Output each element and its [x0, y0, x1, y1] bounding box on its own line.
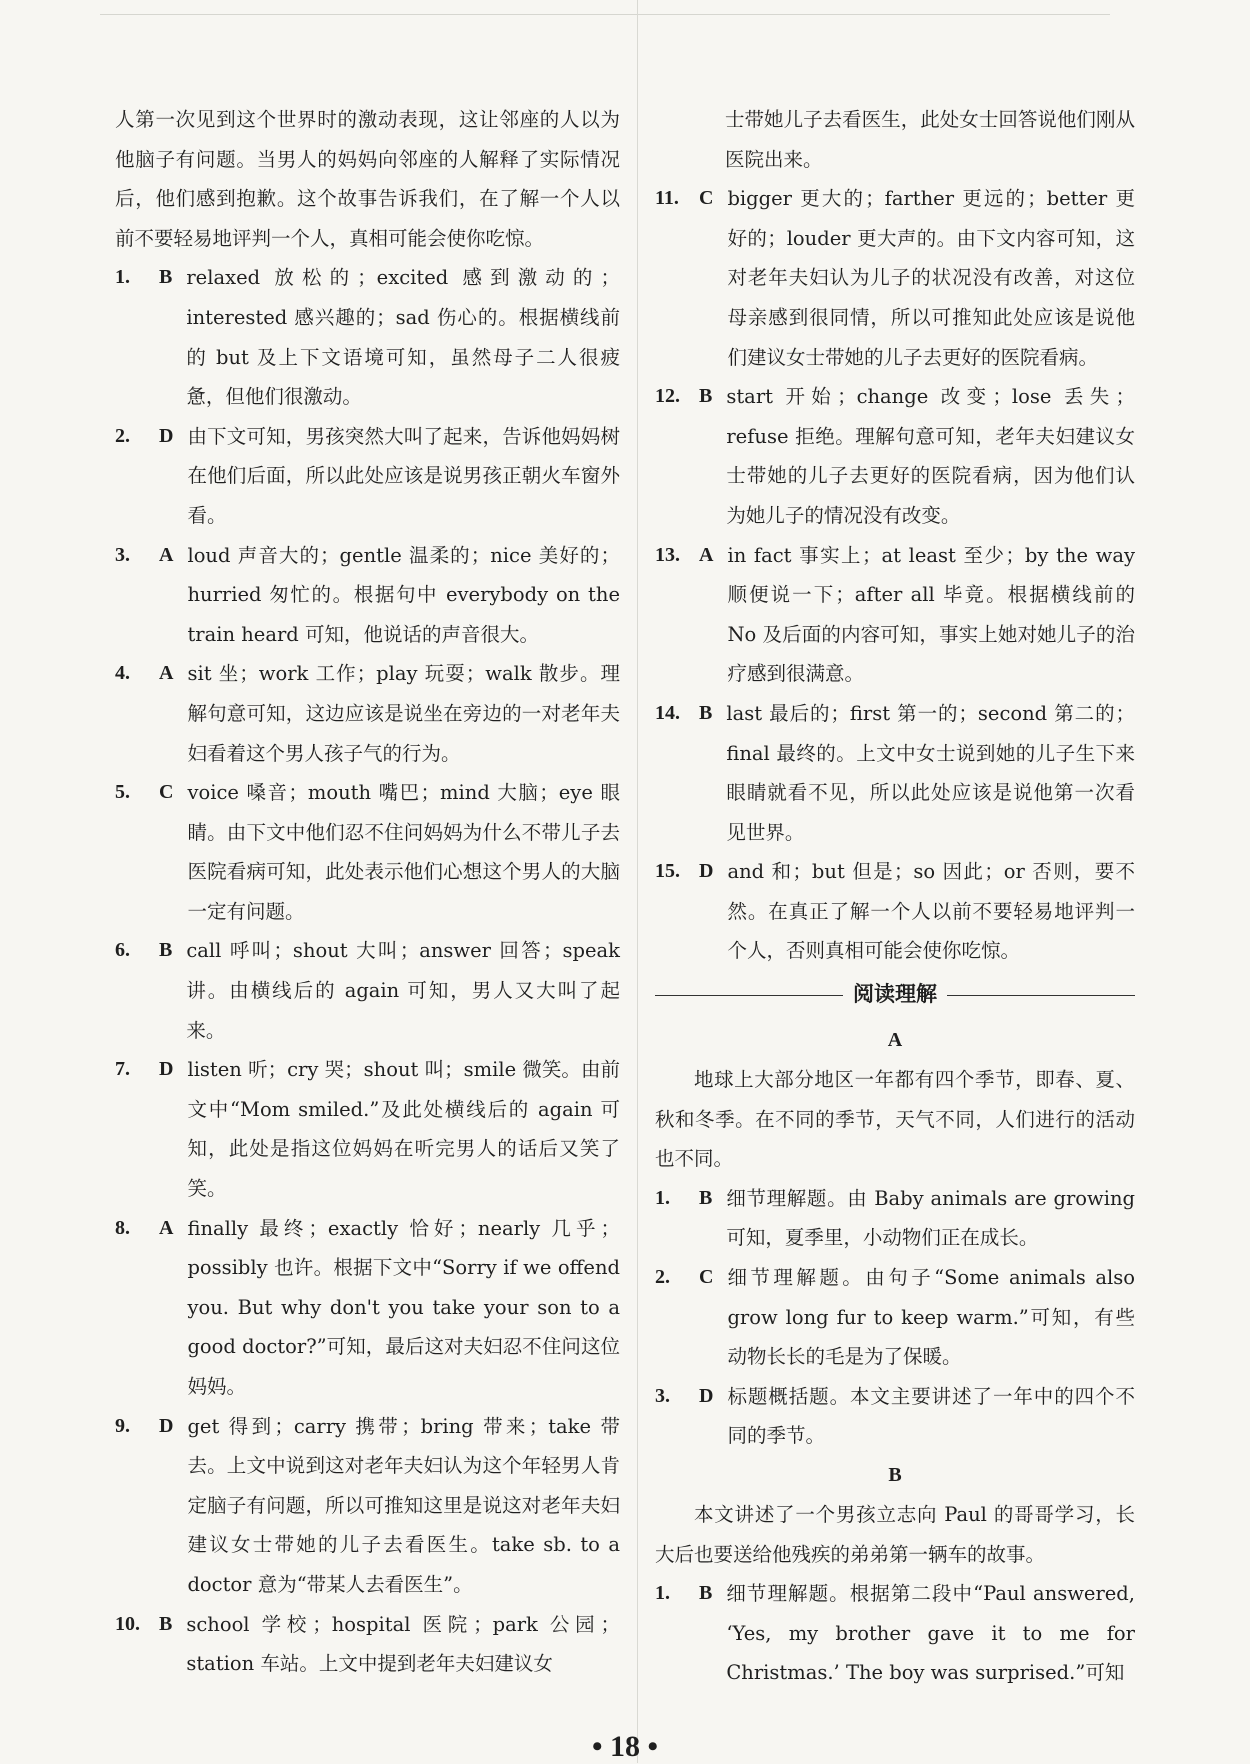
heading-rule-left [655, 995, 843, 996]
answer-explanation: get 得到；carry 携带；bring 带来；take 带去。上文中说到这对老年夫妇认为这个年轻男人肯定脑子有问题，所以可推知这里是说这对老年夫妇建议女士带她的儿子去看医生。take sb. to a doctor 意为“带某人去看医生”。 [187, 1414, 620, 1596]
passage-b-summary: 本文讲述了一个男孩立志向 Paul 的哥哥学习，长大后也要送给他残疾的弟弟第一辆车的故事。 [655, 1503, 1135, 1566]
answer-explanation: 标题概括题。本文主要讲述了一年中的四个不同的季节。 [727, 1384, 1135, 1448]
column-divider [637, 0, 638, 1763]
page-number: • 18 • [591, 1730, 658, 1763]
answer-explanation: relaxed 放松的；excited 感到激动的；interested 感兴趣的；sad 伤心的。根据横线前的 but 及上下文语境可知，虽然母子二人很疲惫，但他们很激动。 [186, 266, 620, 409]
answer-explanation: in fact 事实上；at least 至少；by the way 顺便说一下；after all 毕竟。根据横线前的 No 及后面的内容可知，事实上她对她儿子的治疗感到很满意。 [727, 543, 1135, 686]
answer-item-10-continued: 士带她儿子去看医生，此处女士回答说他们刚从医院出来。 [725, 108, 1135, 171]
answer-item-8: 8. A finally 最终；exactly 恰好；nearly 几乎；possibly 也许。根据下文中“Sorry if we offend you. But why don't you take your son to a good doctor?”可知，最后这对夫妇忍不住问这位妈妈。 [115, 1209, 620, 1407]
answer-explanation: and 和；but 但是；so 因此；or 否则，要不然。在真正了解一个人以前不要轻易地评判一个人，否则真相可能会使你吃惊。 [727, 860, 1135, 963]
passage-a-label: A [887, 1029, 903, 1052]
right-column [655, 100, 1135, 1693]
passage-a-item-1: 1. B 细节理解题。由 Baby animals are growing 可知，夏季里，小动物们正在成长。 [655, 1179, 1135, 1258]
answer-item-13: 13. A in fact 事实上；at least 至少；by the way 顺便说一下；after all 毕竟。根据横线前的 No 及后面的内容可知，事实上她对她儿子的治疗感到很满意。 [655, 536, 1135, 694]
answer-item-4: 4. A sit 坐；work 工作；play 玩耍；walk 散步。理解句意可知，这边应该是说坐在旁边的一对老年夫妇看着这个男人孩子气的行为。 [115, 654, 620, 773]
answer-item-15: 15. D and 和；but 但是；so 因此；or 否则，要不然。在真正了解一个人以前不要轻易地评判一个人，否则真相可能会使你吃惊。 [655, 852, 1135, 971]
answer-explanation: 细节理解题。根据第二段中“Paul answered, ‘Yes, my brother gave it to me for Christmas.’ The boy was surprised.”可知 [726, 1582, 1135, 1685]
answer-item-10: 10. B school 学校；hospital 医院；park 公园；station 车站。上文中提到老年夫妇建议女 [115, 1605, 620, 1684]
answer-item-12: 12. B start 开始；change 改变；lose 丢失；refuse 拒绝。理解句意可知，老年夫妇建议女士带她的儿子去更好的医院看病，因为他们认为她儿子的情况没有改变。 [655, 377, 1135, 535]
passage-a-item-2: 2. C 细节理解题。由句子“Some animals also grow long fur to keep warm.”可知，有些动物长长的毛是为了保暖。 [655, 1258, 1135, 1377]
story-summary: 人第一次见到这个世界时的激动表现，这让邻座的人以为他脑子有问题。当男人的妈妈向邻座的人解释了实际情况后，他们感到抱歉。这个故事告诉我们，在了解一个人以前不要轻易地评判一个人，真相可能会使你吃惊。 [115, 108, 620, 250]
answer-item-11: 11. C bigger 更大的；farther 更远的；better 更好的；louder 更大声的。由下文内容可知，这对老年夫妇认为儿子的状况没有改善，对这位母亲感到很同情，所以可推知此处应该是说他们建议女士带她的儿子去更好的医院看病。 [655, 179, 1135, 377]
answer-explanation: bigger 更大的；farther 更远的；better 更好的；louder 更大声的。由下文内容可知，这对老年夫妇认为儿子的状况没有改善，对这位母亲感到很同情，所以可推知此处应该是说他们建议女士带她的儿子去更好的医院看病。 [727, 187, 1135, 369]
answer-explanation: start 开始；change 改变；lose 丢失；refuse 拒绝。理解句意可知，老年夫妇建议女士带她的儿子去更好的医院看病，因为他们认为她儿子的情况没有改变。 [726, 385, 1135, 527]
answer-explanation: finally 最终；exactly 恰好；nearly 几乎；possibly 也许。根据下文中“Sorry if we offend you. But why don't you take your son to a good doctor?”可知，最后这对夫妇忍不住问这位妈妈。 [187, 1216, 620, 1398]
answer-explanation: call 呼叫；shout 大叫；answer 回答；speak 讲。由横线后的 again 可知，男人又大叫了起来。 [186, 939, 620, 1042]
passage-b-label: B [888, 1464, 902, 1486]
heading-rule-right [947, 995, 1135, 996]
section-title: 阅读理解 [853, 982, 937, 1007]
answer-item-6: 6. B call 呼叫；shout 大叫；answer 回答；speak 讲。由横线后的 again 可知，男人又大叫了起来。 [115, 931, 620, 1050]
answer-item-9: 9. D get 得到；carry 携带；bring 带来；take 带去。上文中说到这对老年夫妇认为这个年轻男人肯定脑子有问题，所以可推知这里是说这对老年夫妇建议女士带她的儿子去看医生。take sb. to a doctor 意为“带某人去看医生”。 [115, 1407, 620, 1605]
answer-explanation: 由下文可知，男孩突然大叫了起来，告诉他妈妈树在他们后面，所以此处应该是说男孩正朝火车窗外看。 [187, 424, 620, 527]
answer-explanation: school 学校；hospital 医院；park 公园；station 车站。上文中提到老年夫妇建议女 [186, 1612, 620, 1676]
answer-item-2: 2. D 由下文可知，男孩突然大叫了起来，告诉他妈妈树在他们后面，所以此处应该是说男孩正朝火车窗外看。 [115, 417, 620, 536]
answer-explanation: loud 声音大的；gentle 温柔的；nice 美好的；hurried 匆忙的。根据句中 everybody on the train heard 可知，他说话的声音很大。 [187, 543, 620, 646]
answer-explanation: 细节理解题。由 Baby animals are growing 可知，夏季里，小动物们正在成长。 [726, 1186, 1135, 1250]
left-column [115, 100, 620, 1684]
answer-explanation: voice 嗓音；mouth 嘴巴；mind 大脑；eye 眼睛。由下文中他们忍不住问妈妈为什么不带儿子去医院看病可知，此处表示他们心想这个男人的大脑一定有问题。 [187, 781, 620, 923]
answer-item-14: 14. B last 最后的；first 第一的；second 第二的；final 最终的。上文中女士说到她的儿子生下来眼睛就看不见，所以此处应该是说他第一次看见世界。 [655, 694, 1135, 852]
answer-explanation: 细节理解题。由句子“Some animals also grow long fur to keep warm.”可知，有些动物长长的毛是为了保暖。 [727, 1266, 1135, 1369]
answer-item-1: 1. B relaxed 放松的；excited 感到激动的；interested 感兴趣的；sad 伤心的。根据横线前的 but 及上下文语境可知，虽然母子二人很疲惫，但他们很激动。 [115, 258, 620, 416]
answer-item-5: 5. C voice 嗓音；mouth 嘴巴；mind 大脑；eye 眼睛。由下文中他们忍不住问妈妈为什么不带儿子去医院看病可知，此处表示他们心想这个男人的大脑一定有问题。 [115, 773, 620, 931]
answer-item-3: 3. A loud 声音大的；gentle 温柔的；nice 美好的；hurried 匆忙的。根据句中 everybody on the train heard 可知，他说话的声音很大。 [115, 536, 620, 655]
answer-explanation: last 最后的；first 第一的；second 第二的；final 最终的。上文中女士说到她的儿子生下来眼睛就看不见，所以此处应该是说他第一次看见世界。 [726, 701, 1135, 844]
answer-item-7: 7. D listen 听；cry 哭；shout 叫；smile 微笑。由前文中“Mom smiled.”及此处横线后的 again 可知，此处是指这位妈妈在听完男人的话后又笑了笑。 [115, 1050, 620, 1208]
section-heading [655, 975, 1135, 1015]
passage-a-item-3: 3. D 标题概括题。本文主要讲述了一年中的四个不同的季节。 [655, 1377, 1135, 1456]
passage-a-summary: 地球上大部分地区一年都有四个季节，即春、夏、秋和冬季。在不同的季节，天气不同，人们进行的活动也不同。 [655, 1068, 1135, 1171]
answer-explanation: listen 听；cry 哭；shout 叫；smile 微笑。由前文中“Mom smiled.”及此处横线后的 again 可知，此处是指这位妈妈在听完男人的话后又笑了笑。 [187, 1058, 620, 1201]
top-rule [100, 0, 1110, 15]
answer-explanation: sit 坐；work 工作；play 玩耍；walk 散步。理解句意可知，这边应该是说坐在旁边的一对老年夫妇看着这个男人孩子气的行为。 [187, 662, 620, 765]
passage-b-item-1: 1. B 细节理解题。根据第二段中“Paul answered, ‘Yes, my brother gave it to me for Christmas.’ The boy was surprised.”可知 [655, 1574, 1135, 1693]
